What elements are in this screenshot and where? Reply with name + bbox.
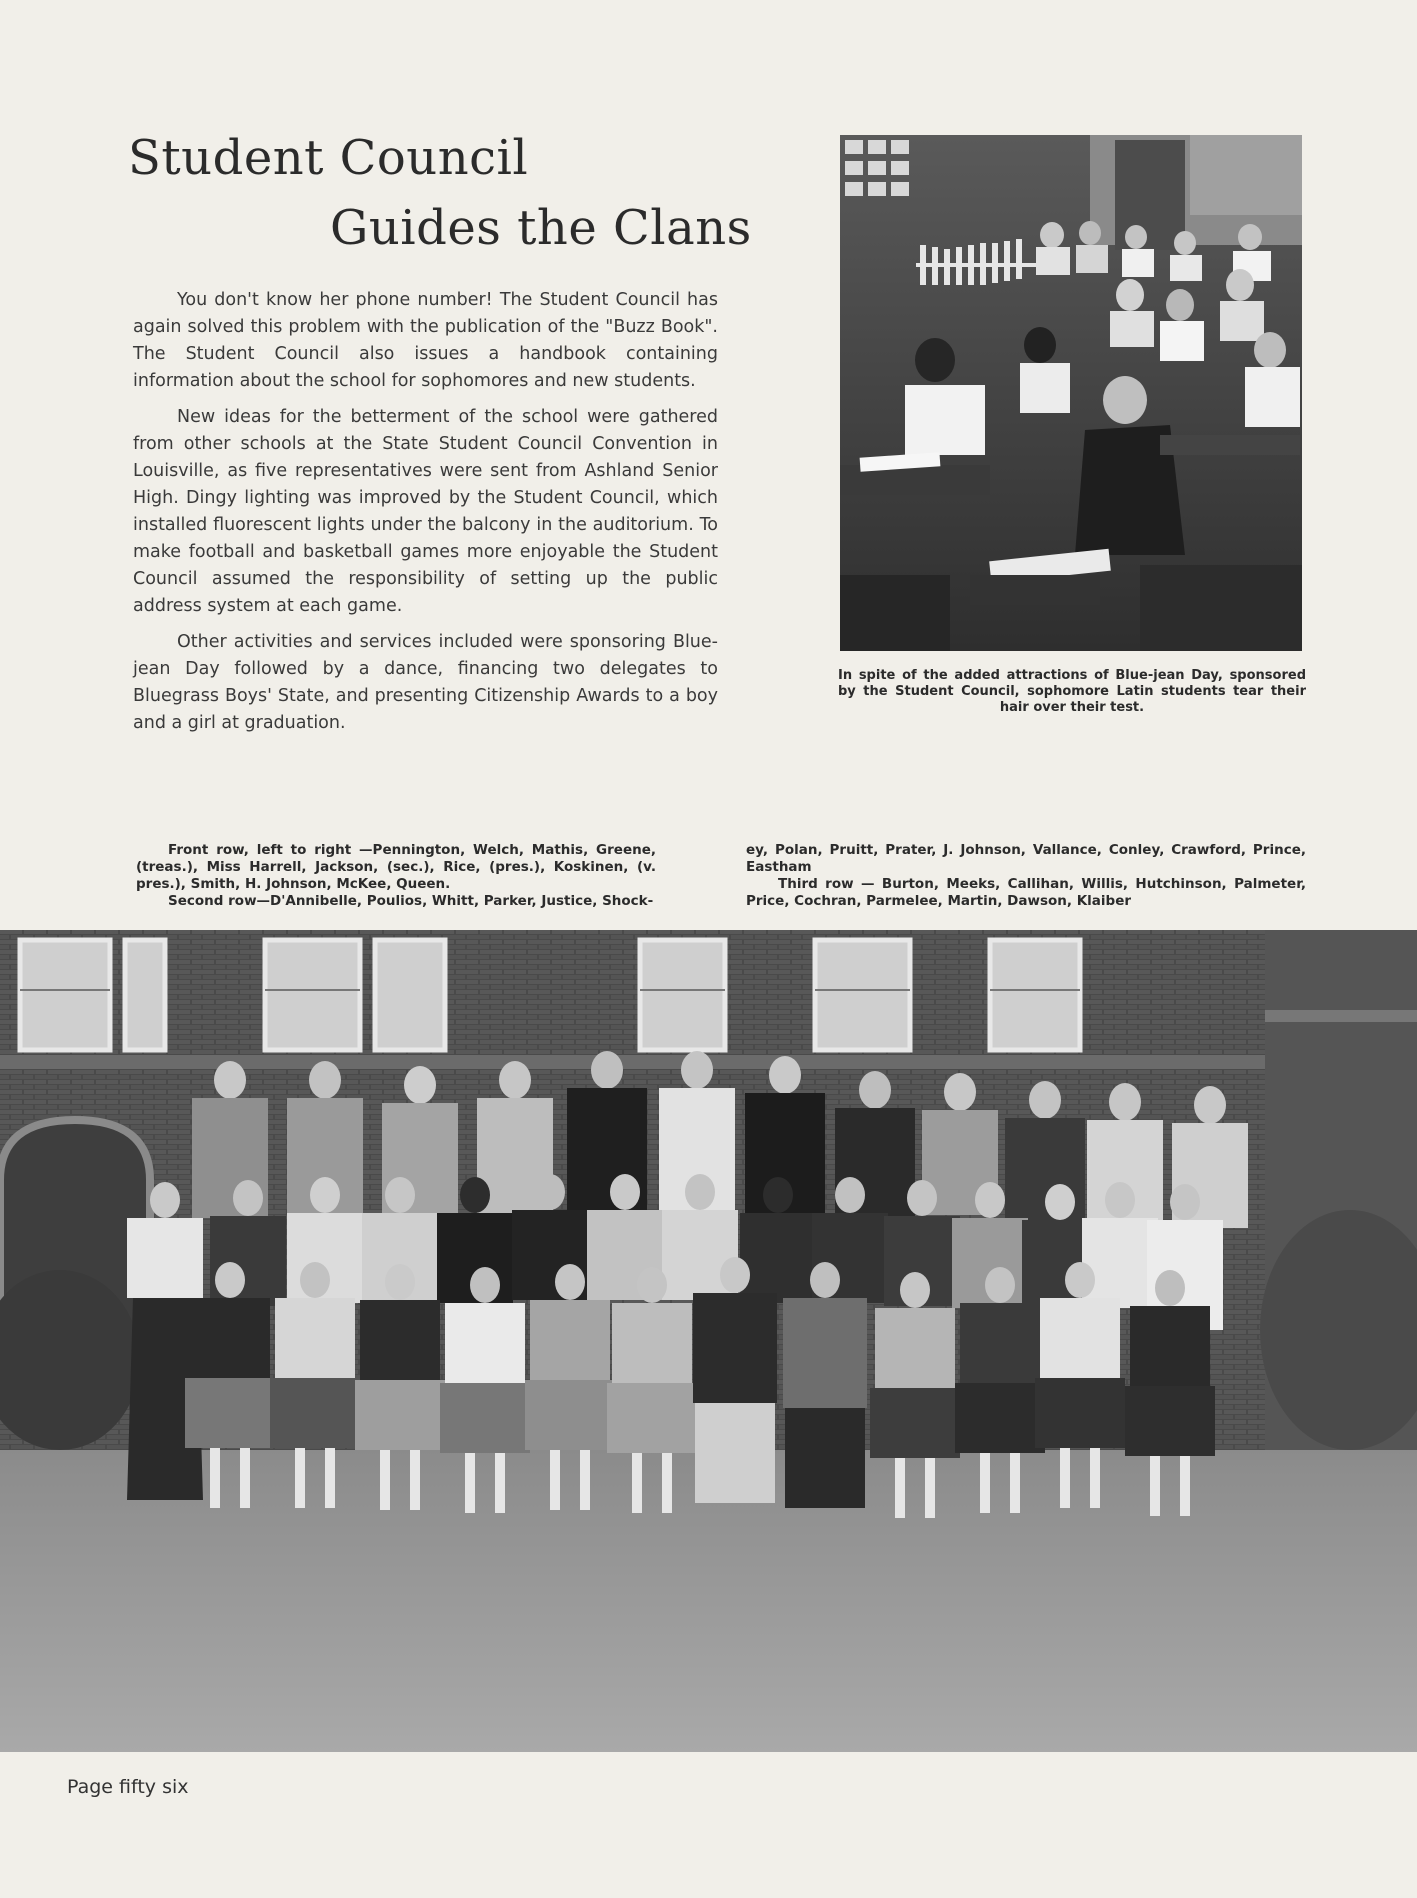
group-photo-image (0, 930, 1417, 1752)
article-paragraph-2: New ideas for the betterment of the school were gathered from other schools at the State Student Council Convention in Louisville, as five representatives were sent from Ashland Senior High. Dingy lighting was improved by the Student Council, which installed fluorescent lights under the balcony in the auditorium. To make football and basketball games more enjoyable the Student Council assumed the responsibility of setting up the public address system at each game. (133, 407, 718, 616)
page-title-line-1: Student Council (128, 130, 529, 186)
roster-third-row: Third row — Burton, Meeks, Callihan, Willis, Hutchinson, Palmeter, Price, Cochran, Parmelee, Martin, Dawson, Klaiber (746, 876, 1306, 909)
article-paragraph-3: Other activities and services included were sponsoring Blue-jean Day followed by a dance, financing two delegates to Bluegrass Boys' State, and presenting Citizenship Awards to a boy and a girl at graduation. (133, 632, 718, 733)
roster-column-right (746, 842, 1306, 910)
article-body (133, 287, 718, 746)
classroom-photo-caption: In spite of the added attractions of Blue-jean Day, sponsored by the Student Council, sophomore Latin students tear their hair over their test. (838, 668, 1306, 715)
roster-second-row-end: ey, Polan, Pruitt, Prater, J. Johnson, Vallance, Conley, Crawford, Prince, Eastham (746, 842, 1306, 875)
page-title-line-2: Guides the Clans (330, 200, 752, 256)
page-number: Page fifty six (67, 1776, 189, 1798)
student-council-group-photo (0, 930, 1417, 1752)
article-paragraph-1: You don't know her phone number! The Student Council has again solved this problem with the publication of the "Buzz Book". The Student Council also issues a handbook containing information about the school for sophomores and new students. (133, 290, 718, 391)
roster-front-row: Front row, left to right —Pennington, Welch, Mathis, Greene, (treas.), Miss Harrell, Jackson, (sec.), Rice, (pres.), Koskinen, (v. pres.), Smith, H. Johnson, McKee, Queen. (136, 842, 656, 892)
classroom-photo (840, 135, 1302, 651)
classroom-photo-image (840, 135, 1302, 651)
roster-column-left (136, 842, 656, 910)
roster-second-row-start: Second row—D'Annibelle, Poulios, Whitt, Parker, Justice, Shock- (168, 893, 654, 909)
